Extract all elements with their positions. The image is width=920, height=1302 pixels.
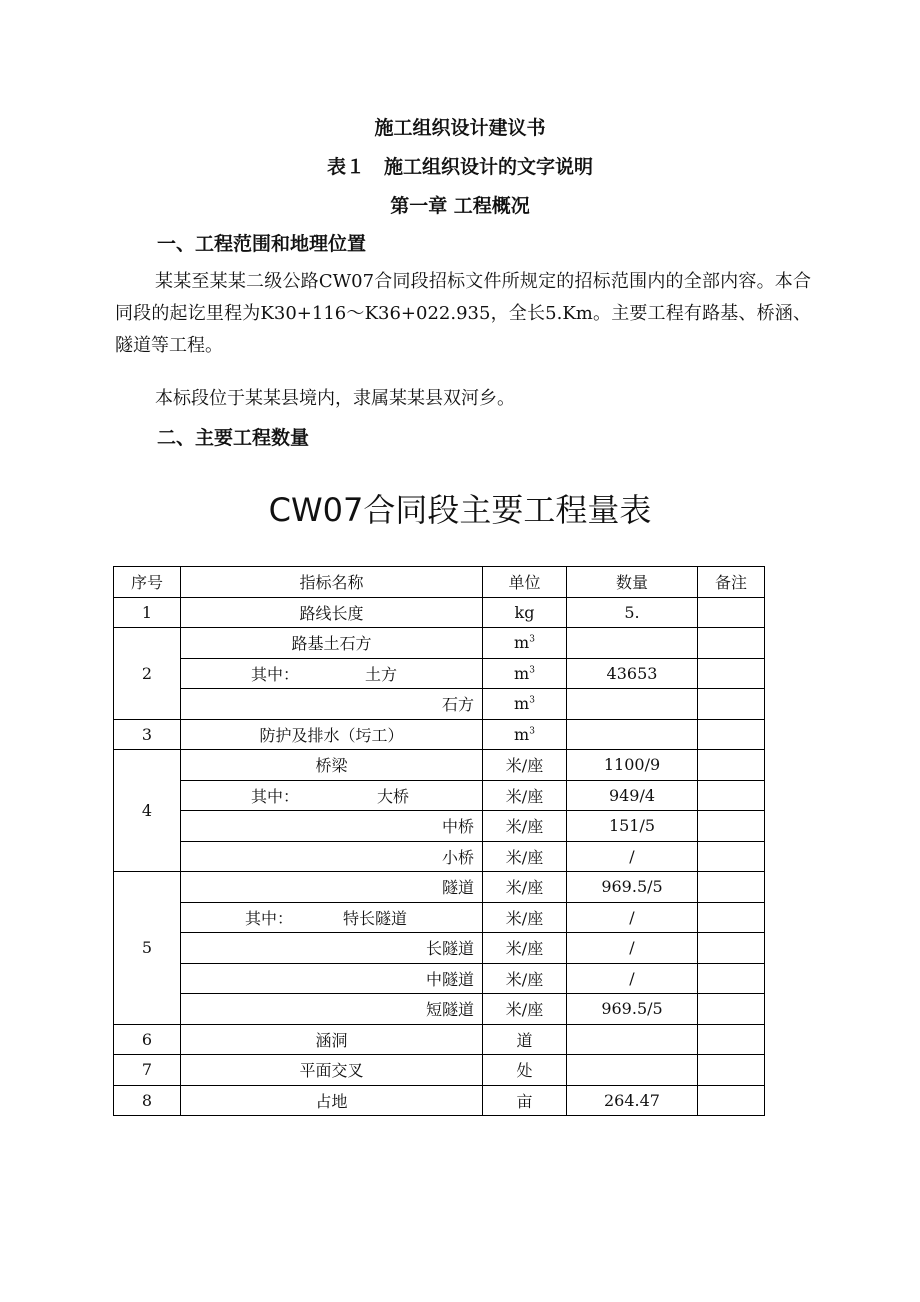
header-name: 指标名称 <box>181 567 483 598</box>
table-row <box>114 994 765 1025</box>
row-subname: 特长隧道 <box>343 908 408 928</box>
unit-superscript: 3 <box>529 726 535 737</box>
row-prefix: 其中： <box>245 908 294 928</box>
row-qty: 969.5/5 <box>567 994 698 1025</box>
row-name: 路线长度 <box>181 597 483 628</box>
row-remark <box>698 811 765 842</box>
table-row <box>114 1085 765 1116</box>
row-name: 中隧道 <box>181 963 483 994</box>
row-qty <box>567 719 698 750</box>
header-unit: 单位 <box>483 567 567 598</box>
unit-superscript: 3 <box>529 695 535 706</box>
row-name: 中桥 <box>181 811 483 842</box>
row-name <box>181 658 483 689</box>
quantity-table-title: CW07合同段主要工程量表 <box>268 491 652 529</box>
row-no: 4 <box>114 750 181 872</box>
row-qty <box>567 1055 698 1086</box>
table-header-row <box>114 567 765 598</box>
table-row <box>114 872 765 903</box>
row-unit: 米/座 <box>483 841 567 872</box>
row-remark <box>698 872 765 903</box>
row-remark <box>698 1055 765 1086</box>
row-unit: 米/座 <box>483 750 567 781</box>
row-qty: 151/5 <box>567 811 698 842</box>
row-name: 石方 <box>181 689 483 720</box>
row-name: 桥梁 <box>181 750 483 781</box>
document-title: 施工组织设计建议书 <box>374 117 546 139</box>
table-row <box>114 750 765 781</box>
row-unit: 处 <box>483 1055 567 1086</box>
table-row <box>114 597 765 628</box>
row-remark <box>698 780 765 811</box>
row-no: 8 <box>114 1085 181 1116</box>
table-row <box>114 658 765 689</box>
table-row <box>114 841 765 872</box>
row-unit: 米/座 <box>483 811 567 842</box>
unit-superscript: 3 <box>529 665 535 676</box>
row-name: 防护及排水（圬工） <box>181 719 483 750</box>
row-name: 隧道 <box>181 872 483 903</box>
row-name: 小桥 <box>181 841 483 872</box>
row-remark <box>698 902 765 933</box>
table-row <box>114 780 765 811</box>
row-no: 6 <box>114 1024 181 1055</box>
row-no: 3 <box>114 719 181 750</box>
row-qty: 5. <box>567 597 698 628</box>
row-qty: 1100/9 <box>567 750 698 781</box>
row-name: 长隧道 <box>181 933 483 964</box>
table-row <box>114 628 765 659</box>
table-row <box>114 933 765 964</box>
row-qty <box>567 1024 698 1055</box>
section-heading-quantities: 二、主要工程数量 <box>157 427 310 449</box>
row-unit: 米/座 <box>483 902 567 933</box>
row-unit: 米/座 <box>483 933 567 964</box>
row-no: 7 <box>114 1055 181 1086</box>
row-unit: 米/座 <box>483 994 567 1025</box>
row-remark <box>698 963 765 994</box>
quantity-table <box>113 566 765 1116</box>
row-remark <box>698 628 765 659</box>
row-remark <box>698 1024 765 1055</box>
row-name <box>181 780 483 811</box>
row-unit: 米/座 <box>483 872 567 903</box>
row-name <box>181 902 483 933</box>
row-name: 涵洞 <box>181 1024 483 1055</box>
row-no: 2 <box>114 628 181 720</box>
row-unit: 道 <box>483 1024 567 1055</box>
row-qty: / <box>567 841 698 872</box>
table-caption: 表１ 施工组织设计的文字说明 <box>326 156 593 178</box>
row-no: 5 <box>114 872 181 1025</box>
row-unit: 亩 <box>483 1085 567 1116</box>
table-row <box>114 719 765 750</box>
table-row <box>114 1024 765 1055</box>
row-unit: 米/座 <box>483 963 567 994</box>
row-name: 占地 <box>181 1085 483 1116</box>
row-qty: 969.5/5 <box>567 872 698 903</box>
table-row <box>114 811 765 842</box>
row-unit: kg <box>483 597 567 628</box>
unit-text: m <box>514 663 530 683</box>
table-row <box>114 1055 765 1086</box>
row-qty <box>567 689 698 720</box>
row-qty: 264.47 <box>567 1085 698 1116</box>
unit-text: m <box>514 724 530 744</box>
paragraph-location: 本标段位于某某县境内，隶属某某县双河乡。 <box>155 388 515 409</box>
row-unit <box>483 628 567 659</box>
paragraph-scope: 某某至某某二级公路CW07合同段招标文件所规定的招标范围内的全部内容。本合同段的起讫里程为K30+116～K36+022.935，全长5.Km。主要工程有路基、桥涵、隧道等工程。 <box>115 271 811 356</box>
header-qty: 数量 <box>567 567 698 598</box>
row-name: 短隧道 <box>181 994 483 1025</box>
row-unit <box>483 689 567 720</box>
unit-superscript: 3 <box>529 634 535 645</box>
row-qty <box>567 628 698 659</box>
row-name: 路基土石方 <box>181 628 483 659</box>
row-qty: / <box>567 933 698 964</box>
unit-text: m <box>514 633 530 653</box>
row-unit <box>483 719 567 750</box>
section-heading-scope: 一、工程范围和地理位置 <box>157 233 367 255</box>
row-remark <box>698 841 765 872</box>
row-remark <box>698 658 765 689</box>
row-no: 1 <box>114 597 181 628</box>
row-unit <box>483 658 567 689</box>
row-name: 平面交叉 <box>181 1055 483 1086</box>
row-subname: 土方 <box>365 664 398 684</box>
table-row <box>114 902 765 933</box>
row-remark <box>698 597 765 628</box>
row-remark <box>698 719 765 750</box>
row-prefix: 其中： <box>251 786 300 806</box>
row-unit: 米/座 <box>483 780 567 811</box>
row-remark <box>698 933 765 964</box>
row-remark <box>698 994 765 1025</box>
table-row <box>114 963 765 994</box>
row-remark <box>698 750 765 781</box>
header-no: 序号 <box>114 567 181 598</box>
row-prefix: 其中： <box>251 664 300 684</box>
row-remark <box>698 689 765 720</box>
row-subname: 大桥 <box>377 786 410 806</box>
table-row <box>114 689 765 720</box>
row-qty: 949/4 <box>567 780 698 811</box>
row-qty: 43653 <box>567 658 698 689</box>
row-qty: / <box>567 902 698 933</box>
row-qty: / <box>567 963 698 994</box>
header-remark: 备注 <box>698 567 765 598</box>
row-remark <box>698 1085 765 1116</box>
unit-text: m <box>514 694 530 714</box>
chapter-heading: 第一章 工程概况 <box>390 195 530 217</box>
